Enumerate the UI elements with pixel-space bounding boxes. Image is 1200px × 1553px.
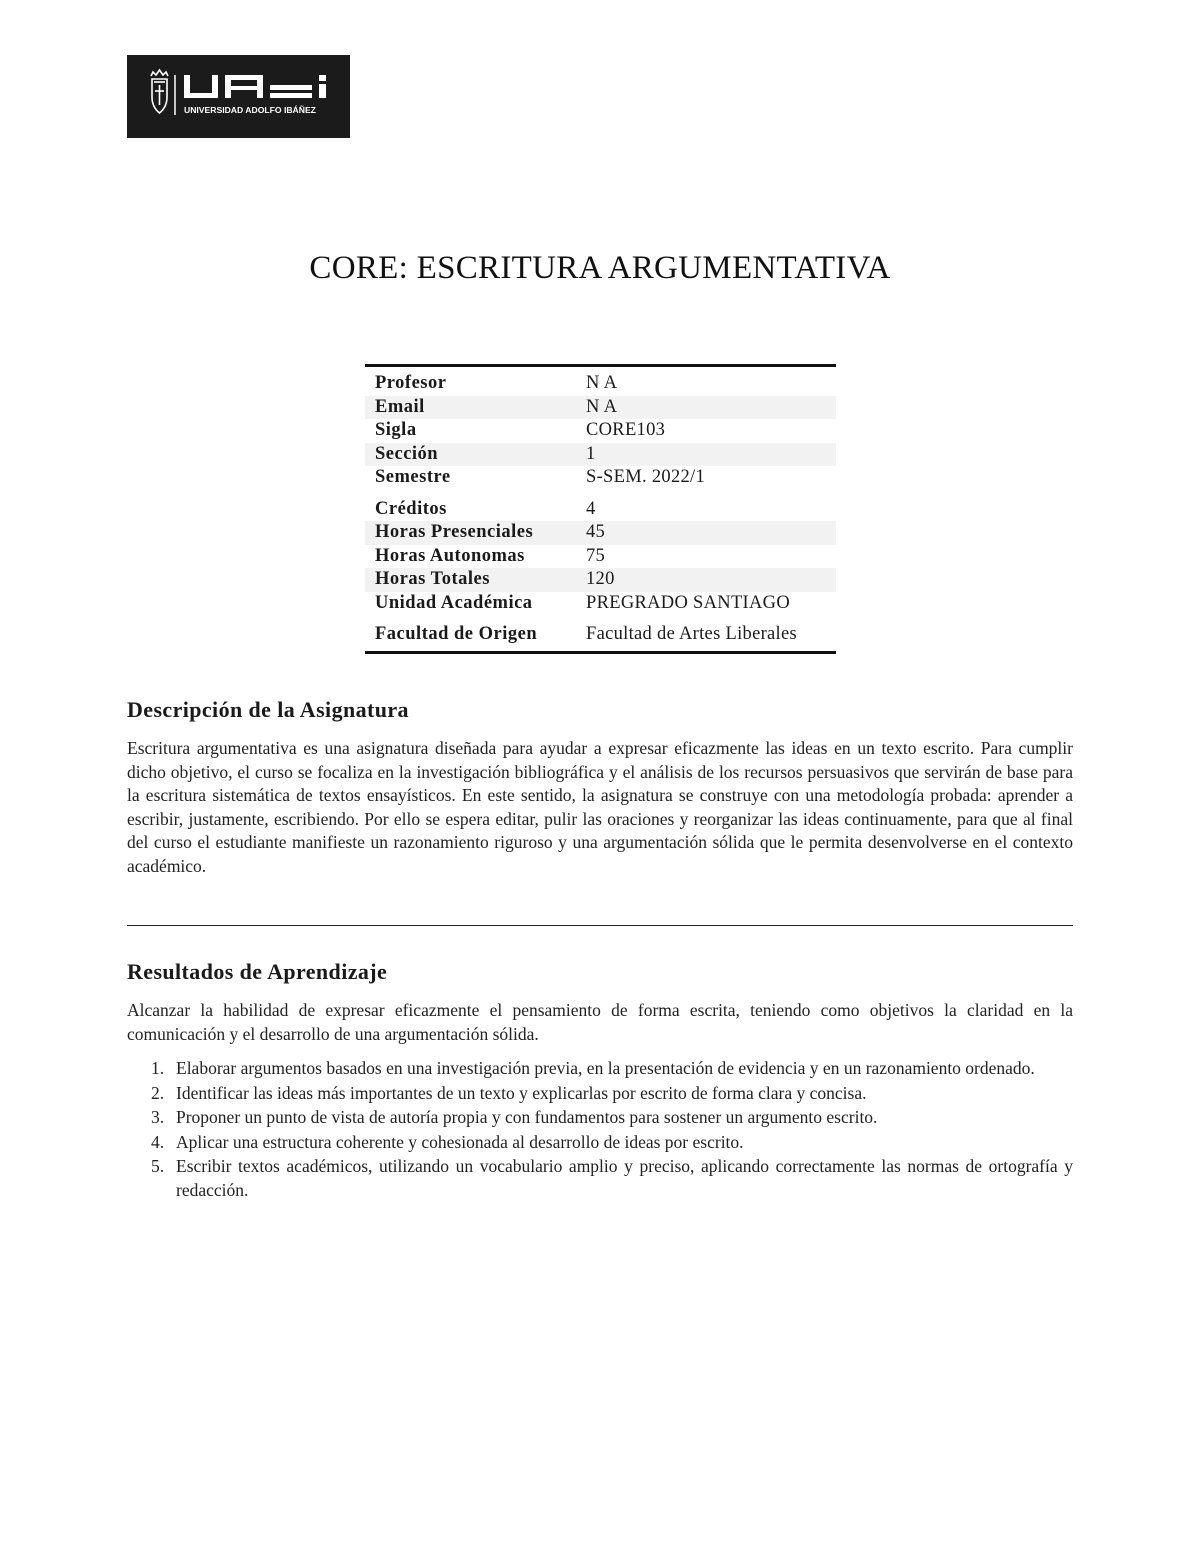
info-row-seccion xyxy=(365,443,836,467)
list-item-number: 1. xyxy=(151,1058,165,1078)
info-value: 120 xyxy=(576,568,836,592)
info-key: Unidad Académica xyxy=(375,592,533,613)
info-value: S-SEM. 2022/1 xyxy=(586,467,706,487)
info-key: Horas Totales xyxy=(365,568,576,592)
info-value: 45 xyxy=(576,521,836,545)
section-divider xyxy=(127,925,1073,926)
info-row-sigla xyxy=(365,419,836,443)
info-row-email xyxy=(365,396,836,420)
info-row-profesor xyxy=(365,366,836,396)
info-key: Horas Autonomas xyxy=(375,545,525,566)
description-text: Escritura argumentativa es una asignatura diseñada para ayudar a expresar eficazmente las ideas en un texto escrito. Para cumplir dicho objetivo, el curso se focaliza en la investigación bibliográfica y el análisis de los recursos persuasivos que servirán de base para la escritura sistemática de textos ensayísticos. En este sentido, la asignatura se construye con una metodología probada: aprender a escribir, justamente, escribiendo. Por ello se espera editar, pulir las oraciones y reorganizar las ideas continuamente, para que al final del curso el estudiante manifieste un razonamiento riguroso y una argumentación sólida que le permita desenvolverse en el contexto académico. xyxy=(127,738,1073,876)
info-key: Sección xyxy=(365,443,576,467)
list-item-text: Identificar las ideas más importantes de un texto y explicarlas por escrito de forma clara y concisa. xyxy=(176,1082,867,1103)
info-value: 75 xyxy=(586,545,606,566)
info-value: PREGRADO SANTIAGO xyxy=(586,592,790,613)
uai-logo-graphic xyxy=(127,55,350,138)
course-info-table xyxy=(365,364,836,654)
info-key: Sigla xyxy=(375,420,417,440)
info-value: CORE103 xyxy=(586,420,666,440)
university-logo xyxy=(127,55,350,138)
list-item xyxy=(127,1057,1073,1081)
info-key: Email xyxy=(365,396,576,420)
info-value: N A xyxy=(576,396,836,420)
description-heading: Descripción de la Asignatura xyxy=(127,697,409,722)
info-key: Profesor xyxy=(375,373,447,393)
list-item-text: Proponer un punto de vista de autoría propia y con fundamentos para sostener un argumento escrito. xyxy=(176,1107,878,1127)
info-row-unidad-academica xyxy=(365,592,836,616)
list-item-text: Escribir textos académicos, utilizando un vocabulario amplio y preciso, aplicando correctamente las normas de ortografía y redacción. xyxy=(176,1156,1073,1200)
list-item-number: 3. xyxy=(151,1107,165,1127)
list-item xyxy=(127,1131,1073,1155)
page-title: CORE: ESCRITURA ARGUMENTATIVA xyxy=(309,250,891,286)
info-key: Créditos xyxy=(375,498,447,519)
info-key: Semestre xyxy=(375,467,451,487)
list-item xyxy=(127,1155,1073,1202)
list-item xyxy=(127,1082,1073,1106)
learning-outcomes-list xyxy=(127,1057,1073,1203)
learning-heading: Resultados de Aprendizaje xyxy=(127,959,388,984)
info-value: 4 xyxy=(586,498,596,519)
list-item-text: Elaborar argumentos basados en una investigación previa, en la presentación de evidencia y en un razonamiento ordenado. xyxy=(176,1058,1035,1078)
info-row-horas-totales xyxy=(365,568,836,592)
info-value: 1 xyxy=(576,443,836,467)
logo-text: UNIVERSIDAD ADOLFO IBÁÑEZ xyxy=(184,105,316,115)
list-item-number: 4. xyxy=(151,1131,165,1152)
info-row-horas-presenciales xyxy=(365,521,836,545)
crest-icon xyxy=(151,70,168,113)
info-row-creditos xyxy=(365,490,836,522)
info-value: Facultad de Artes Liberales xyxy=(586,624,798,644)
info-row-semestre xyxy=(365,466,836,490)
info-row-facultad-origen xyxy=(365,615,836,652)
info-value: N A xyxy=(586,373,618,393)
list-item xyxy=(127,1106,1073,1130)
list-item-text: Aplicar una estructura coherente y cohesionada al desarrollo de ideas por escrito. xyxy=(176,1131,744,1152)
list-item-number: 2. xyxy=(151,1082,165,1103)
list-item-number: 5. xyxy=(151,1156,165,1176)
learning-intro: Alcanzar la habilidad de expresar eficazmente el pensamiento de forma escrita, teniendo como objetivos la claridad en la comunicación y el desarrollo de una argumentación sólida. xyxy=(127,1000,1073,1044)
info-key: Horas Presenciales xyxy=(365,521,576,545)
info-row-horas-autonomas xyxy=(365,545,836,569)
info-key: Facultad de Origen xyxy=(375,624,538,644)
